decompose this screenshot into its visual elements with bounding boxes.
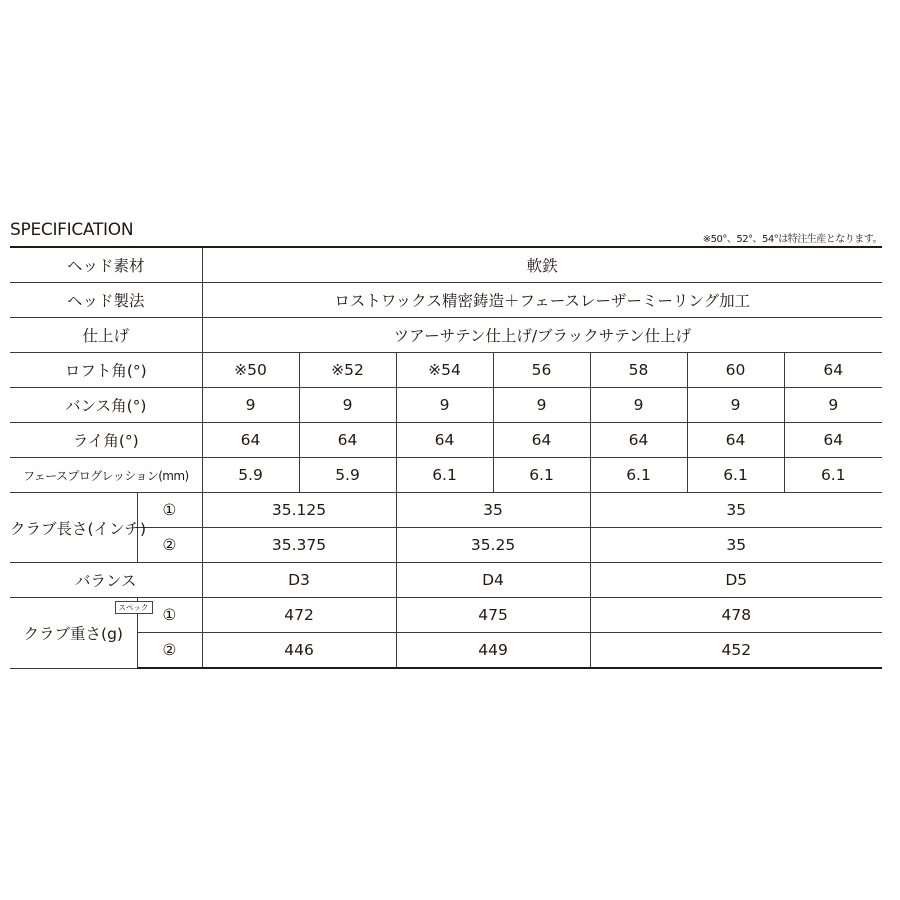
row-label: バンス角(°) bbox=[10, 388, 202, 423]
cell-value: ※52 bbox=[299, 353, 396, 388]
table-row-lie bbox=[10, 423, 882, 458]
cell-value: 軟鉄 bbox=[202, 247, 882, 283]
specification-table bbox=[10, 246, 882, 669]
cell-value: 5.9 bbox=[202, 458, 299, 493]
cell-value: 6.1 bbox=[493, 458, 590, 493]
table-row-head-method bbox=[10, 283, 882, 318]
row-mark: ① bbox=[137, 493, 202, 528]
cell-value: 9 bbox=[493, 388, 590, 423]
cell-value: ※54 bbox=[396, 353, 493, 388]
cell-value: 449 bbox=[396, 633, 590, 669]
cell-value: 64 bbox=[299, 423, 396, 458]
table-row-bounce bbox=[10, 388, 882, 423]
row-mark: ② bbox=[137, 633, 202, 669]
cell-value: 64 bbox=[493, 423, 590, 458]
cell-value: 5.9 bbox=[299, 458, 396, 493]
row-mark: ② bbox=[137, 528, 202, 563]
cell-value: ※50 bbox=[202, 353, 299, 388]
cell-value: 475 bbox=[396, 598, 590, 633]
cell-value: 64 bbox=[784, 423, 882, 458]
cell-value: 9 bbox=[687, 388, 784, 423]
row-mark-text: ① bbox=[162, 606, 177, 624]
row-label: ロフト角(°) bbox=[10, 353, 202, 388]
row-label: ヘッド素材 bbox=[10, 247, 202, 283]
table-row-length-1 bbox=[10, 493, 882, 528]
cell-value: 35.125 bbox=[202, 493, 396, 528]
cell-value: 35.375 bbox=[202, 528, 396, 563]
cell-value: D5 bbox=[590, 563, 882, 598]
cell-value: 472 bbox=[202, 598, 396, 633]
cell-value: 9 bbox=[396, 388, 493, 423]
cell-value: 35 bbox=[590, 528, 882, 563]
cell-value: 64 bbox=[590, 423, 687, 458]
table-row-head-material bbox=[10, 247, 882, 283]
row-label: クラブ長さ(インチ) bbox=[10, 493, 137, 563]
cell-value: 6.1 bbox=[687, 458, 784, 493]
table-row-weight-1 bbox=[10, 598, 882, 633]
table-row-weight-2 bbox=[10, 633, 882, 669]
page-title: SPECIFICATION bbox=[10, 220, 134, 240]
table-row-face-progression bbox=[10, 458, 882, 493]
table-row-finish bbox=[10, 318, 882, 353]
cell-value: 446 bbox=[202, 633, 396, 669]
row-label: 仕上げ bbox=[10, 318, 202, 353]
cell-value: 64 bbox=[784, 353, 882, 388]
cell-value: 9 bbox=[299, 388, 396, 423]
cell-value: 478 bbox=[590, 598, 882, 633]
spec-tag: スペック bbox=[115, 601, 153, 614]
cell-value: 9 bbox=[590, 388, 687, 423]
row-label: バランス bbox=[10, 563, 202, 598]
cell-value: 64 bbox=[396, 423, 493, 458]
row-label: クラブ重さ(g) bbox=[10, 598, 137, 669]
cell-value: 6.1 bbox=[396, 458, 493, 493]
cell-value: 6.1 bbox=[784, 458, 882, 493]
row-label: ヘッド製法 bbox=[10, 283, 202, 318]
cell-value: ロストワックス精密鋳造＋フェースレーザーミーリング加工 bbox=[202, 283, 882, 318]
cell-value: D3 bbox=[202, 563, 396, 598]
row-label: ライ角(°) bbox=[10, 423, 202, 458]
row-mark bbox=[118, 598, 202, 633]
cell-value: 58 bbox=[590, 353, 687, 388]
cell-value: 35.25 bbox=[396, 528, 590, 563]
cell-value: 9 bbox=[202, 388, 299, 423]
cell-value: 60 bbox=[687, 353, 784, 388]
cell-value: 35 bbox=[396, 493, 590, 528]
cell-value: 35 bbox=[590, 493, 882, 528]
cell-value: 452 bbox=[590, 633, 882, 669]
cell-value: ツアーサテン仕上げ/ブラックサテン仕上げ bbox=[202, 318, 882, 353]
cell-value: 64 bbox=[202, 423, 299, 458]
special-order-note: ※50°、52°、54°は特注生産となります。 bbox=[702, 234, 882, 245]
cell-value: 6.1 bbox=[590, 458, 687, 493]
cell-value: 64 bbox=[687, 423, 784, 458]
table-row-balance bbox=[10, 563, 882, 598]
cell-value: 9 bbox=[784, 388, 882, 423]
cell-value: D4 bbox=[396, 563, 590, 598]
table-row-loft bbox=[10, 353, 882, 388]
row-label: フェースプログレッション(mm) bbox=[10, 458, 202, 493]
cell-value: 56 bbox=[493, 353, 590, 388]
